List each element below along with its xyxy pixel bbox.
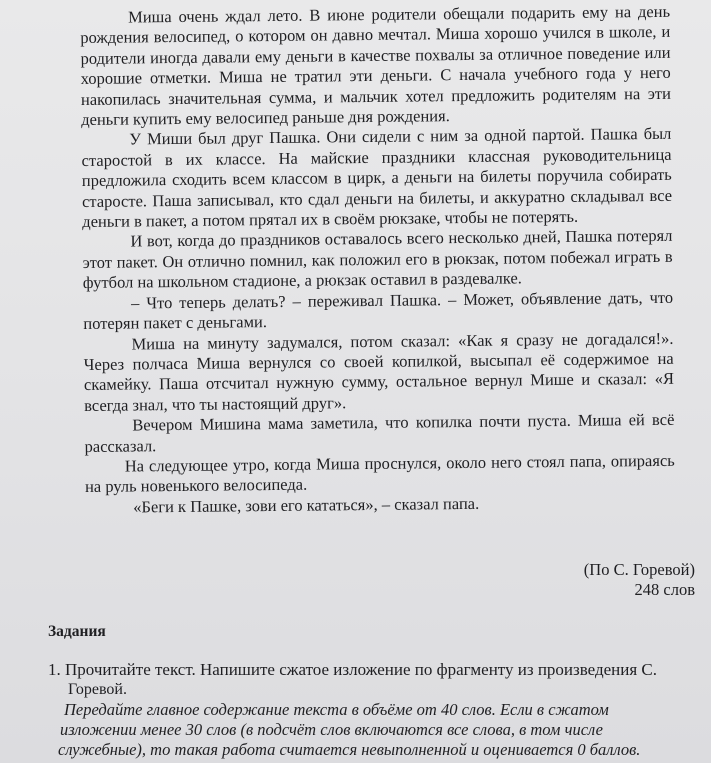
tasks-section xyxy=(48,622,708,760)
task-1-line-1: 1. Прочитайте текст. Напишите сжатое изложение по фрагменту из произведения С. xyxy=(48,660,658,679)
task-1-italic-line-3: служебные), то такая работа считается невыполненной и оценивается 0 баллов. xyxy=(58,740,641,759)
word-count: 248 слов xyxy=(634,580,695,599)
paragraph-3: И вот, когда до праздников оставалось всего несколько дней, Пашка потерял этот пакет. Он отлично помнил, как положил его в рюкзак, потом побежал играть в футбол на школьном стадионе, а рюкзак оставил в раздевалке. xyxy=(82,226,673,293)
source-attribution: (По С. Горевой) xyxy=(583,560,695,579)
paragraph-8: «Беги к Пашке, зови его кататься», – сказал папа. xyxy=(133,493,480,517)
tasks-title: Задания xyxy=(48,623,106,640)
paragraph-2: У Миши был друг Пашка. Они сидели с ним за одной партой. Пашка был старостой в их классе. На майские праздники классная руководительница предложила сходить всем классом в цирк, а деньги на билеты поручила собирать старосте. Паша записывал, кто сдал деньги на билеты, и аккуратно складывал все деньги в пакет, а потом прятал их в своём рюкзаке, чтобы не потерять. xyxy=(81,124,673,232)
paragraph-6: Вечером Мишина мама заметила, что копилка почти пуста. Миша ей всё рассказал. xyxy=(84,409,675,456)
paragraph-5: Миша на минуту задумался, потом сказал: «Как я сразу не догадался!». Через полчаса Миша вернулся со своей копилкой, высыпал её содержимое на скамейку. Паша отсчитал нужную сумму, остальное вернул Мише и сказал: «Я всегда знал, что ты настоящий друг». xyxy=(83,328,675,415)
task-1-italic-line-2: изложении менее 30 слов (в подсчёт слов включаются все слова, в том числе xyxy=(60,720,603,739)
paragraph-4: – Что теперь делать? – переживал Пашка. – Может, объявление дать, что потерян пакет с деньгами. xyxy=(83,287,674,334)
story-text xyxy=(80,2,675,518)
paragraph-7: На следующее утро, когда Миша проснулся, около него стоял папа, опираясь на руль новенького велосипеда. xyxy=(84,450,675,497)
paragraph-1: Миша очень ждал лето. В июне родители обещали подарить ему на день рождения велосипед, о котором он давно мечтал. Миша хорошо учился в школе, и родители иногда давали ему деньги в качестве похвалы за отличное поведение или хорошие отметки. Миша не тратил эти деньги. С начала учебного года у него накопилась значительная сумма, и мальчик хотел предложить родителям на эти деньги купить ему велосипед раньше дня рождения. xyxy=(80,1,672,130)
task-1-line-2: Горевой. xyxy=(68,681,127,698)
source-block xyxy=(545,560,695,600)
task-1-italic-line-1: Передайте главное содержание текста в объёме от 40 слов. Если в сжатом xyxy=(64,700,609,719)
